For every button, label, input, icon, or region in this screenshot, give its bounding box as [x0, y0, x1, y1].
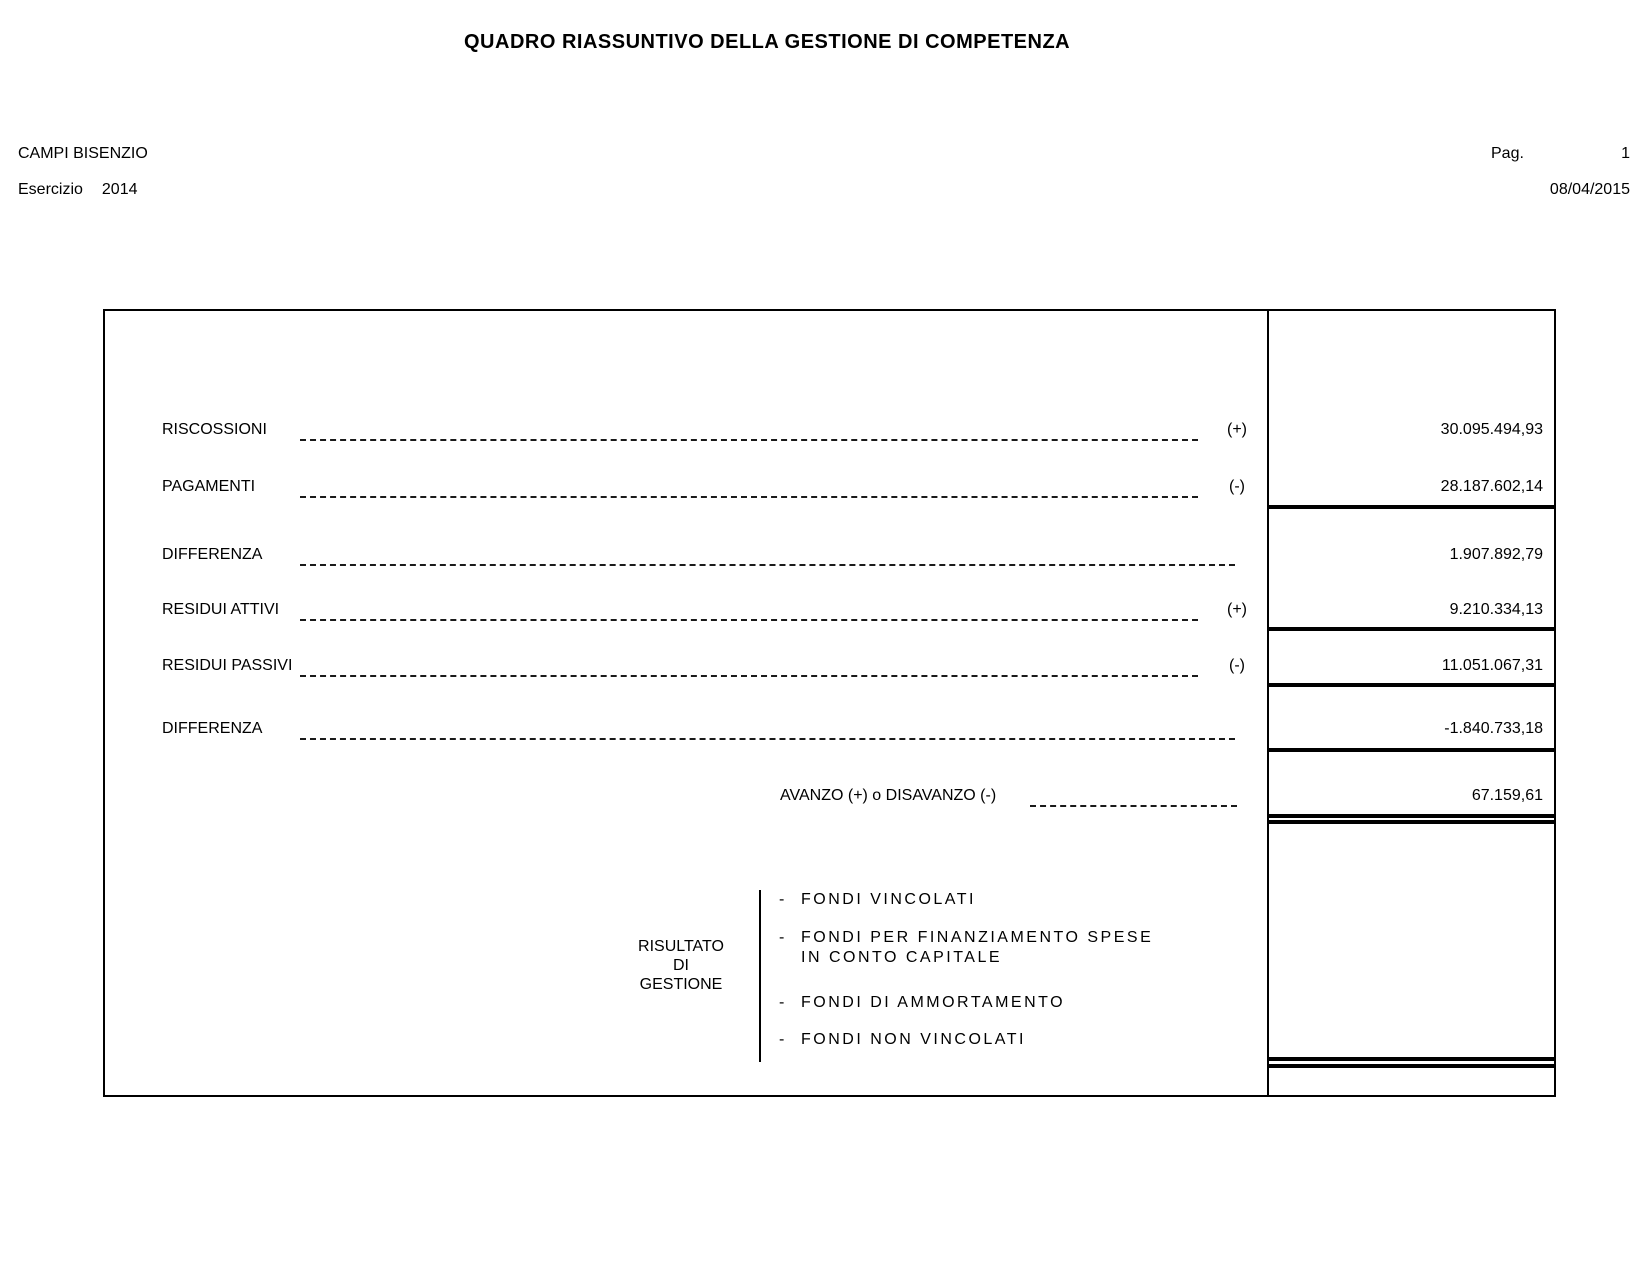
row-label: RESIDUI ATTIVI — [162, 601, 280, 618]
leader-line — [300, 675, 1198, 677]
exercise-label: Esercizio — [18, 181, 83, 198]
leader-line — [1030, 805, 1237, 807]
row-value: -1.840.733,18 — [1444, 720, 1543, 737]
result-item-label: FONDI NON VINCOLATI — [801, 1031, 1026, 1048]
row-value: 28.187.602,14 — [1440, 478, 1543, 495]
sign-label: (+) — [1227, 421, 1247, 438]
row-label: RESIDUI PASSIVI — [162, 657, 293, 674]
page-number: 1 — [1621, 145, 1630, 162]
thick-rule — [1267, 627, 1554, 631]
row-label: AVANZO (+) o DISAVANZO (-) — [780, 787, 997, 804]
thick-rule — [1267, 748, 1554, 752]
result-item-label: FONDI PER FINANZIAMENTO SPESE — [801, 929, 1154, 946]
leader-line — [300, 496, 1198, 498]
bullet-dash: - — [779, 1031, 785, 1048]
result-item — [779, 890, 976, 910]
leader-line — [300, 439, 1198, 441]
sign-label: (-) — [1229, 478, 1245, 495]
row-label: PAGAMENTI — [162, 478, 256, 495]
thick-rule — [1267, 1057, 1554, 1061]
result-item — [779, 1030, 1026, 1050]
leader-line — [300, 738, 1235, 740]
sign-label: (+) — [1227, 601, 1247, 618]
result-vertical-rule — [759, 890, 761, 1062]
print-date: 08/04/2015 — [1549, 181, 1630, 198]
entity-name: CAMPI BISENZIO — [18, 145, 148, 162]
thick-rule — [1267, 1064, 1554, 1068]
leader-line — [300, 564, 1235, 566]
bullet-dash: - — [779, 891, 785, 908]
row-value: 9.210.334,13 — [1449, 601, 1543, 618]
result-heading-line: DI — [673, 957, 689, 974]
exercise-year: 2014 — [101, 181, 138, 198]
row-value: 11.051.067,31 — [1441, 657, 1543, 674]
value-column-separator — [1267, 311, 1269, 1095]
row-label: DIFFERENZA — [162, 546, 263, 563]
thick-rule — [1267, 814, 1554, 818]
row-label: DIFFERENZA — [162, 720, 263, 737]
result-item-label: IN CONTO CAPITALE — [801, 949, 1003, 966]
result-item-label: FONDI VINCOLATI — [801, 891, 976, 908]
sign-label: (-) — [1229, 657, 1245, 674]
result-item — [779, 993, 1065, 1013]
row-label: RISCOSSIONI — [162, 421, 267, 438]
bullet-dash: - — [779, 994, 785, 1011]
bullet-dash: - — [779, 929, 785, 946]
exercise-line — [18, 180, 138, 200]
thick-rule — [1267, 820, 1554, 824]
summary-box — [103, 309, 1556, 1097]
result-item — [779, 928, 1153, 968]
page-label: Pag. — [1491, 145, 1524, 162]
row-value: 67.159,61 — [1471, 787, 1543, 804]
leader-line — [300, 619, 1198, 621]
result-heading-line: RISULTATO — [638, 938, 724, 955]
result-item-label: FONDI DI AMMORTAMENTO — [801, 994, 1066, 1011]
page-title: QUADRO RIASSUNTIVO DELLA GESTIONE DI COMPETENZA — [464, 31, 1071, 53]
thick-rule — [1267, 505, 1554, 509]
result-heading — [601, 937, 761, 994]
row-value: 1.907.892,79 — [1449, 546, 1543, 563]
thick-rule — [1267, 683, 1554, 687]
result-heading-line: GESTIONE — [639, 976, 723, 993]
row-value: 30.095.494,93 — [1440, 421, 1543, 438]
